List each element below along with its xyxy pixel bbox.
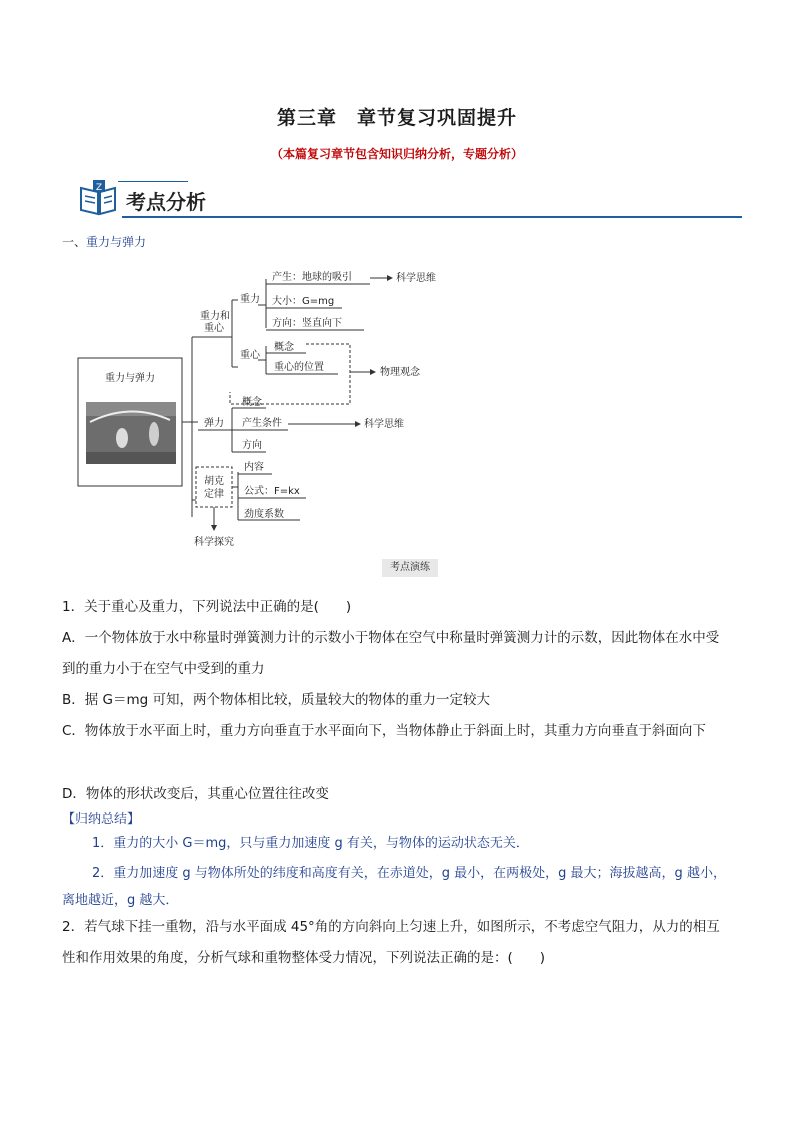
center-label: 重心 [240, 350, 260, 361]
q1-option-a: A．一个物体放于水中称量时弹簧测力计的示数小于物体在空气中称量时弹簧测力计的示数，因此物体在水中受到的重力小于在空气中受到的重力 [62, 630, 720, 677]
q2-stem: 2．若气球下挂一重物，沿与水平面成 45°角的方向斜向上匀速上升，如图所示，不考虑空气阻力，从力的相互性和作用效果的角度，分析气球和重物整体受力情况，下列说法正确的是：( ) [62, 919, 720, 966]
gravity-item-3: 方向：竖直向下 [272, 318, 342, 329]
book-icon [78, 178, 120, 218]
gravity-center-label-1: 重力和 [200, 311, 230, 322]
svg-text:Z: Z [95, 183, 103, 193]
summary-item-1: 1．重力的大小 G＝mg，只与重力加速度 g 有关，与物体的运动状态无关． [92, 836, 529, 851]
q1-option-d: D．物体的形状改变后，其重心位置往往改变 [62, 786, 329, 802]
exercise-badge: 考点演练 [382, 559, 438, 577]
pole-vault-photo [86, 402, 176, 464]
center-item-2: 重心的位置 [274, 362, 324, 373]
section-banner [78, 178, 742, 220]
hooke-label-1: 胡克 [204, 476, 224, 487]
root-label: 重力与弹力 [105, 373, 155, 384]
center-item-1: 概念 [274, 342, 294, 353]
gravity-center-label-2: 重心 [204, 323, 224, 334]
gravity-item-2: 大小：G=mg [272, 296, 335, 307]
q1-option-c: C．物体放于水平面上时，重力方向垂直于水平面向下，当物体静止于斜面上时，其重力方向垂直于斜面向下 [62, 723, 706, 739]
section-heading [62, 233, 146, 250]
elastic-item-3: 方向 [242, 440, 262, 451]
summary-item-2: 2．重力加速度 g 与物体所处的纬度和高度有关，在赤道处，g 最小，在两极处，g 最大；海拔越高，g 越小，离地越近，g 越大． [62, 866, 726, 908]
hooke-item-3: 劲度系数 [244, 509, 284, 520]
gravity-item-1: 产生：地球的吸引 [272, 272, 352, 283]
outcome-physics-concept: 物理观念 [380, 367, 420, 378]
banner-top-rule [118, 181, 188, 182]
hooke-box [196, 467, 232, 507]
gravity-label: 重力 [240, 294, 260, 305]
hooke-label-2: 定律 [204, 489, 224, 500]
hooke-item-1: 内容 [244, 462, 264, 473]
page-title: 第三章 章节复习巩固提升 [276, 107, 517, 129]
elastic-item-2: 产生条件 [242, 418, 282, 429]
heading-text: 重力与弹力 [86, 235, 147, 249]
banner-rule [122, 216, 742, 218]
section-title: 考点分析 [126, 190, 206, 214]
page-subtitle: （本篇复习章节包含知识归纳分析，专题分析） [270, 147, 523, 161]
outcome-science-thinking-1: 科学思维 [396, 273, 436, 284]
heading-prefix: 一、 [62, 235, 87, 249]
hooke-item-2: 公式：F=kx [244, 486, 300, 497]
elastic-label: 弹力 [204, 418, 224, 429]
summary-label: 【归纳总结】 [62, 812, 141, 827]
concept-mindmap [70, 262, 470, 562]
outcome-science-thinking-2: 科学思维 [364, 419, 404, 430]
q1-stem: 1．关于重心及重力，下列说法中正确的是( ) [62, 599, 352, 615]
q1-option-b: B．据 G＝mg 可知，两个物体相比较，质量较大的物体的重力一定较大 [62, 692, 491, 708]
outcome-science-inquiry: 科学探究 [194, 537, 234, 548]
elastic-item-1: 概念 [242, 397, 262, 408]
